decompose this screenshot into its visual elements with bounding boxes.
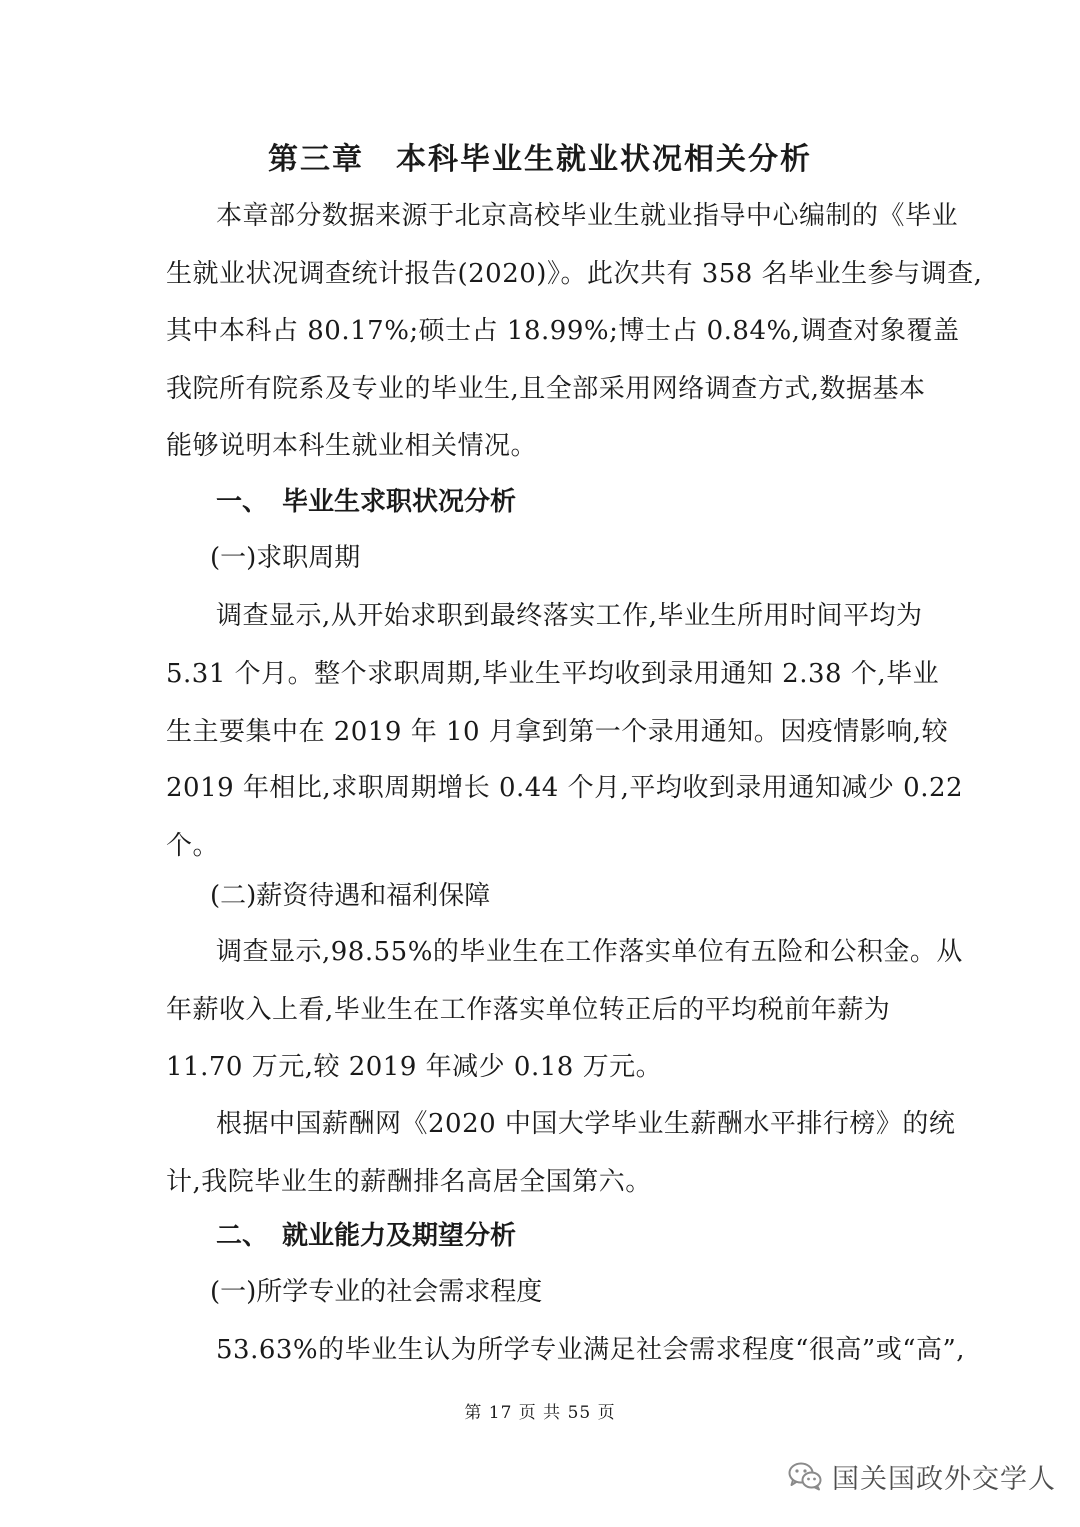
section-heading-2 xyxy=(216,1216,516,1256)
intro-line: 能够说明本科生就业相关情况。 xyxy=(166,431,538,461)
paragraph-line: 根据中国薪酬网《2020 中国大学毕业生薪酬水平排行榜》的统 xyxy=(216,1109,956,1139)
section-title: 就业能力及期望分析 xyxy=(282,1221,517,1251)
sub-heading-salary: (二)薪资待遇和福利保障 xyxy=(210,881,491,911)
paragraph-line: 53.63%的毕业生认为所学专业满足社会需求程度“很高”或“高”, xyxy=(216,1335,966,1365)
paragraph-line: 调查显示,98.55%的毕业生在工作落实单位有五险和公积金。从 xyxy=(216,937,963,967)
paragraph-line: 个。 xyxy=(166,831,220,861)
paragraph-line: 生主要集中在 2019 年 10 月拿到第一个录用通知。因疫情影响,较 xyxy=(166,717,949,747)
watermark-text: 国关国政外交学人 xyxy=(832,1463,1056,1495)
watermark xyxy=(788,1454,1056,1498)
paragraph-line: 调查显示,从开始求职到最终落实工作,毕业生所用时间平均为 xyxy=(216,601,923,631)
section-title: 毕业生求职状况分析 xyxy=(282,487,517,517)
paragraph-line: 年薪收入上看,毕业生在工作落实单位转正后的平均税前年薪为 xyxy=(166,995,891,1025)
sub-heading-social-demand: (一)所学专业的社会需求程度 xyxy=(210,1277,543,1307)
paragraph-line: 11.70 万元,较 2019 年减少 0.18 万元。 xyxy=(166,1052,663,1082)
paragraph-line: 计,我院毕业生的薪酬排名高居全国第六。 xyxy=(166,1167,652,1197)
intro-line: 本章部分数据来源于北京高校毕业生就业指导中心编制的《毕业 xyxy=(216,201,959,231)
section-number: 一、 xyxy=(216,487,269,517)
sub-heading-job-cycle: (一)求职周期 xyxy=(210,543,361,573)
intro-line: 我院所有院系及专业的毕业生,且全部采用网络调查方式,数据基本 xyxy=(166,374,926,404)
section-number: 二、 xyxy=(216,1221,269,1251)
intro-line: 生就业状况调查统计报告(2020)》。此次共有 358 名毕业生参与调查, xyxy=(166,259,983,289)
paragraph-line: 2019 年相比,求职周期增长 0.44 个月,平均收到录用通知减少 0.22 xyxy=(166,773,964,803)
paragraph-line: 5.31 个月。整个求职周期,毕业生平均收到录用通知 2.38 个,毕业 xyxy=(166,659,940,689)
intro-line: 其中本科占 80.17%;硕士占 18.99%;博士占 0.84%,调查对象覆盖 xyxy=(166,316,960,346)
page-number: 第 17 页 共 55 页 xyxy=(464,1403,616,1423)
section-heading-1 xyxy=(216,482,516,522)
wechat-icon xyxy=(788,1461,822,1491)
chapter-title: 第三章 本科毕业生就业状况相关分析 xyxy=(268,142,812,177)
